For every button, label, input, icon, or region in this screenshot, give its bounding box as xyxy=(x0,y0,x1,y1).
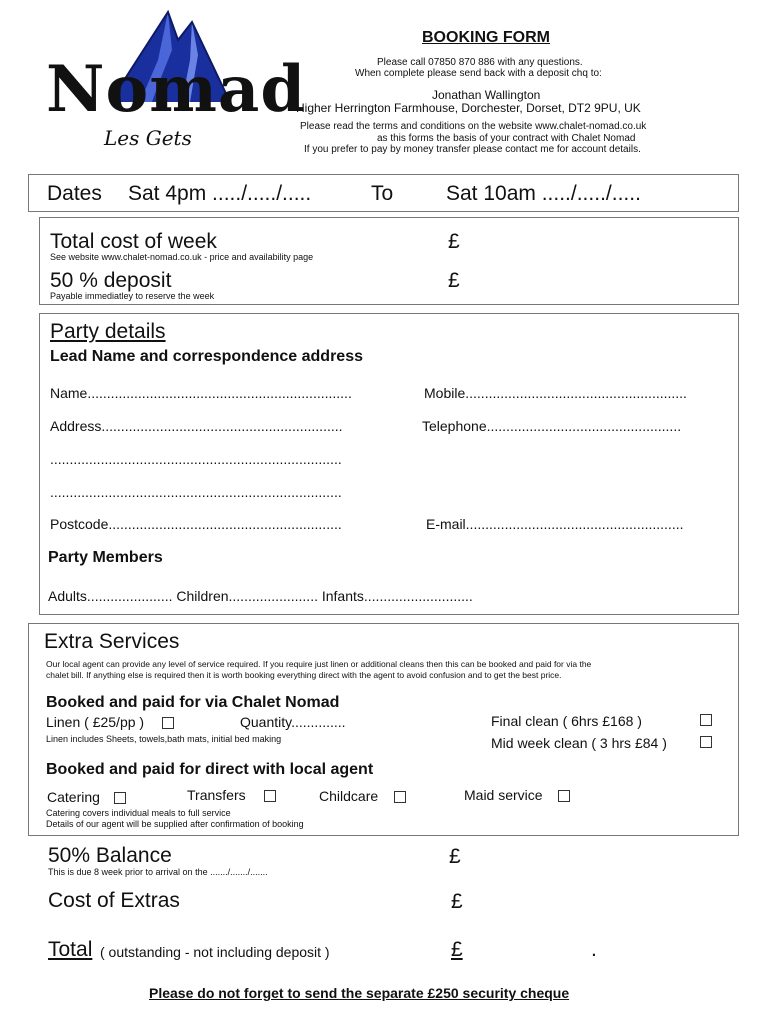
linen-note: Linen includes Sheets, towels,bath mats, initial bed making xyxy=(46,734,282,744)
logo-subtitle: Les Gets xyxy=(104,126,192,150)
total-field[interactable] xyxy=(451,938,597,962)
maid-checkbox[interactable] xyxy=(558,790,570,802)
balance-field[interactable]: £ xyxy=(449,845,461,868)
linen-checkbox[interactable] xyxy=(162,717,174,729)
catering-option[interactable] xyxy=(47,789,126,805)
mobile-field[interactable]: Mobile......................................................... xyxy=(424,385,687,401)
final-clean-label: Final clean ( 6hrs £168 ) xyxy=(491,713,642,729)
mid-clean-label: Mid week clean ( 3 hrs £84 ) xyxy=(491,735,667,751)
total-note: ( outstanding - not including deposit ) xyxy=(100,944,330,960)
extras-cost-field[interactable]: £ xyxy=(451,890,463,913)
maid-label: Maid service xyxy=(464,787,543,803)
balance-label: 50% Balance xyxy=(48,844,172,867)
dates-label: Dates xyxy=(47,182,102,205)
deposit-note: Payable immediatley to reserve the week xyxy=(50,291,215,301)
total-currency: £ xyxy=(451,938,463,961)
name-field[interactable]: Name.................................................................... xyxy=(50,385,352,401)
members-heading: Party Members xyxy=(48,549,163,566)
telephone-field[interactable]: Telephone.................................................. xyxy=(422,418,682,434)
agent-heading: Booked and paid for direct with local agent xyxy=(46,761,374,778)
deposit-label: 50 % deposit xyxy=(50,269,172,292)
extras-intro-1: Our local agent can provide any level of service required. If you require just linen or additional cleans then this can be booked and paid for via the xyxy=(46,659,592,669)
deposit-field[interactable]: £ xyxy=(448,269,460,292)
postcode-field[interactable]: Postcode............................................................ xyxy=(50,516,342,532)
transfers-option[interactable] xyxy=(187,787,276,803)
dates-to-label: To xyxy=(371,182,394,205)
nomad-heading: Booked and paid for via Chalet Nomad xyxy=(46,694,340,711)
contact-address: Higher Herrington Farmhouse, Dorchester, Dorset, DT2 9PU, UK xyxy=(296,101,641,115)
address-line-3[interactable]: ........................................................................... xyxy=(50,484,342,500)
childcare-label: Childcare xyxy=(319,788,379,804)
footer-reminder: Please do not forget to send the separate £250 security cheque xyxy=(149,985,570,1001)
contact-name: Jonathan Wallington xyxy=(432,88,541,102)
childcare-option[interactable] xyxy=(319,788,406,804)
lead-heading: Lead Name and correspondence address xyxy=(50,348,363,365)
total-cost-note: See website www.chalet-nomad.co.uk - price and availability page xyxy=(50,252,314,262)
form-title: BOOKING FORM xyxy=(422,29,550,46)
linen-quantity-field[interactable]: Quantity.............. xyxy=(240,714,346,730)
extras-title: Extra Services xyxy=(44,630,180,653)
logo-name: Nomad xyxy=(46,52,307,127)
cost-box xyxy=(39,217,739,305)
total-cost-field[interactable]: £ xyxy=(448,230,460,253)
party-box xyxy=(39,313,739,615)
dates-box xyxy=(28,174,739,212)
mid-clean-checkbox[interactable] xyxy=(700,736,712,748)
address-line-2[interactable]: ........................................................................... xyxy=(50,451,342,467)
linen-label: Linen ( £25/pp ) xyxy=(46,714,145,730)
total-cost-label: Total cost of week xyxy=(50,230,217,253)
catering-checkbox[interactable] xyxy=(114,792,126,804)
extras-box xyxy=(28,623,739,836)
total-dot: . xyxy=(591,938,597,961)
final-clean-checkbox[interactable] xyxy=(700,714,712,726)
members-line[interactable]: Adults...................... Children....................... Infants............................ xyxy=(48,588,473,604)
email-field[interactable]: E-mail........................................................ xyxy=(426,516,684,532)
catering-note: Catering covers individual meals to full service xyxy=(46,808,231,818)
terms-line-3: If you prefer to pay by money transfer please contact me for account details. xyxy=(304,144,641,155)
terms-line-2: as this forms the basis of your contract with Chalet Nomad xyxy=(377,133,636,144)
catering-label: Catering xyxy=(47,789,100,805)
dates-to[interactable]: Sat 10am ...../...../..... xyxy=(446,182,641,205)
extras-intro-2: chalet bill. If anything else is required then it is worth booking everything direct with the agent to avoid confusion and to get the best price. xyxy=(46,670,562,680)
header-line-1: Please call 07850 870 886 with any questions. xyxy=(377,57,583,68)
address-field[interactable]: Address.............................................................. xyxy=(50,418,343,434)
extras-cost-label: Cost of Extras xyxy=(48,889,180,912)
transfers-label: Transfers xyxy=(187,787,246,803)
transfers-checkbox[interactable] xyxy=(264,790,276,802)
childcare-checkbox[interactable] xyxy=(394,791,406,803)
maid-option[interactable] xyxy=(464,787,570,803)
dates-from[interactable]: Sat 4pm ...../...../..... xyxy=(128,182,312,205)
party-title: Party details xyxy=(50,320,166,343)
terms-line-1: Please read the terms and conditions on the website www.chalet-nomad.co.uk xyxy=(300,121,647,132)
linen-option[interactable] xyxy=(46,714,174,730)
agent-note: Details of our agent will be supplied after confirmation of booking xyxy=(46,819,304,829)
header-line-2: When complete please send back with a deposit chq to: xyxy=(355,68,602,79)
balance-note: This is due 8 week prior to arrival on the ......./......./....... xyxy=(48,867,268,877)
total-label: Total xyxy=(48,938,93,961)
logo xyxy=(40,10,307,160)
